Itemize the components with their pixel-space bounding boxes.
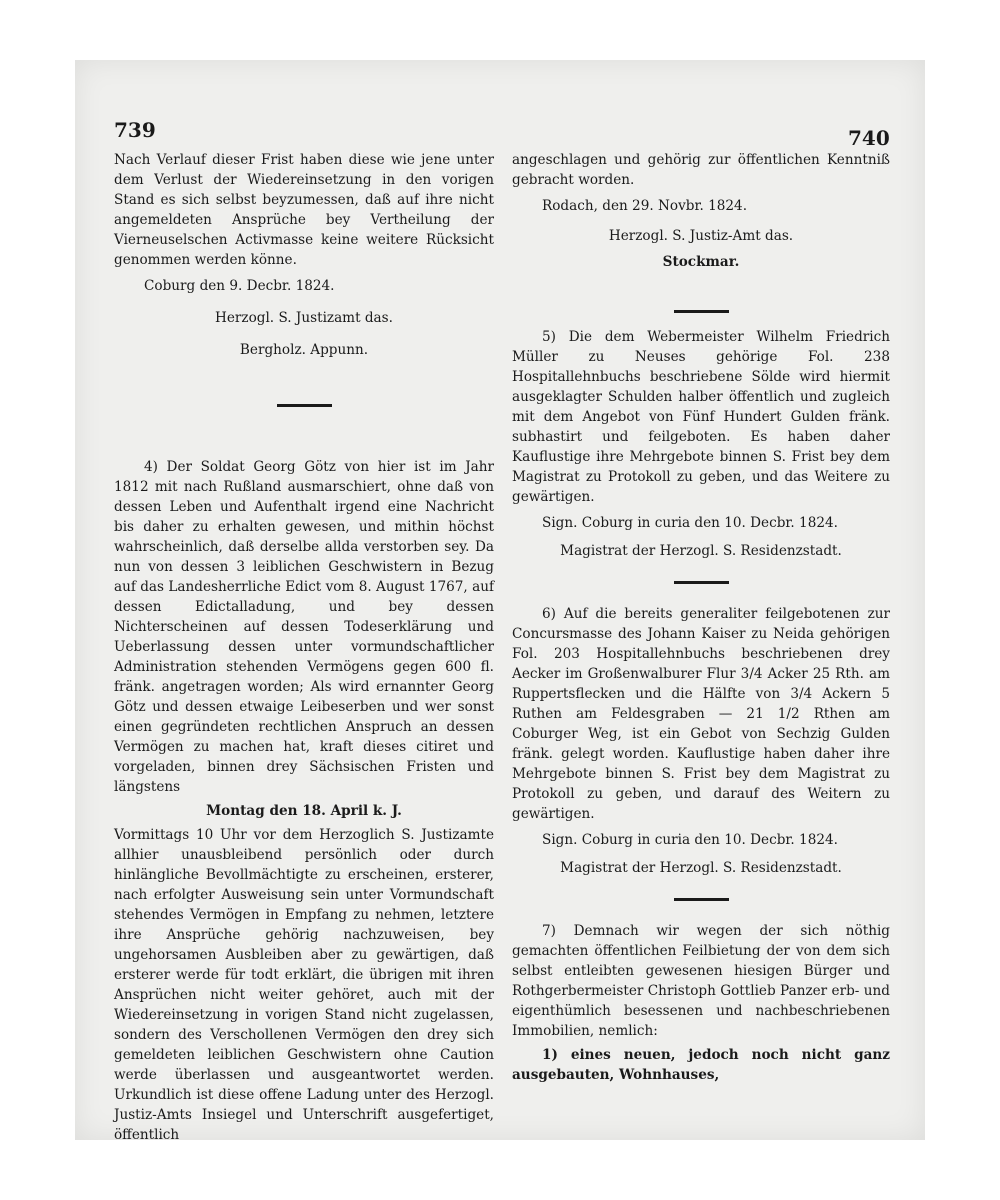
place-date: Coburg den 9. Decbr. 1824.	[144, 278, 335, 294]
signer: Stockmar.	[662, 254, 740, 270]
authority-name: Herzogl. S. Justizamt das.	[215, 310, 393, 326]
authority-name: Herzogl. S. Justiz-Amt das.	[608, 228, 794, 244]
section-divider	[277, 404, 332, 407]
section-divider	[674, 310, 729, 313]
notice-6: 6) Auf die bereits generaliter feilgebotenen zur Concursmasse des Johann Kaiser zu Neida gehörigen Fol. 203 Hospitallehnbuchs beschriebenen drey Aecker im Großenwalburer Flur 3/4 Acker 25 Rth. am Ruppertsflecken und die Hälfte von 3/4 Ackern 5 Ruthen am Feldesgraben — 21 1/2 Rthen am Coburger Weg, ist ein Gebot von Sechzig Gulden fränk. gelegt worden. Kauflustige haben daher ihre Mehrgebote binnen S. Frist bey dem Magistrat zu Protokoll zu geben, und darauf des Weitern zu gewärtigen.	[512, 606, 890, 822]
notice-5: 5) Die dem Webermeister Wilhelm Friedrich Müller zu Neuses gehörige Fol. 238 Hospitallehnbuchs beschriebene Sölde wird hiermit ausgeklagter Schulden halber öffentlich und zugleich mit dem Angebot von Fünf Hundert Gulden fränk. subhastirt und feilgeboten. Es haben daher Kauflustige ihre Mehrgebote binnen S. Frist bey dem Magistrat zu Protokoll zu geben, und das Weitere zu gewärtigen.	[512, 329, 890, 505]
notice-7: 7) Demnach wir wegen der sich nöthig gemachten öffentlichen Feilbietung der von dem sich selbst entleibten gewesenen hiesigen Bürger und Rothgerbermeister Christoph Gottlieb Panzer erb- und eigenthümlich besessenen und nachbeschriebenen Immobilien, nemlich:	[512, 923, 890, 1039]
paragraph-continued: angeschlagen und gehörig zur öffentlichen Kenntniß gebracht worden.	[512, 152, 890, 188]
left-column	[114, 150, 494, 1145]
right-column	[512, 150, 890, 1085]
paragraph: Nach Verlauf dieser Frist haben diese wie jene unter dem Verlust der Wiedereinsetzung in den vorigen Stand es sich selbst beyzumessen, daß auf ihre nicht angemeldeten Ansprüche bey Vertheilung der Vierneuselschen Activmasse keine weitere Rücksicht genommen werden könne.	[114, 152, 494, 268]
page-number-left: 739	[114, 118, 156, 142]
list-item: 1) eines neuen, jedoch noch nicht ganz ausgebauten, Wohnhauses,	[512, 1047, 890, 1083]
page-number-right: 740	[848, 126, 890, 150]
section-divider	[674, 581, 729, 584]
section-divider	[674, 898, 729, 901]
court-date: Montag den 18. April k. J.	[206, 803, 402, 819]
signature-line: Sign. Coburg in curia den 10. Decbr. 1824.	[542, 832, 838, 848]
signature-line: Sign. Coburg in curia den 10. Decbr. 1824.	[542, 515, 838, 531]
authority-name: Magistrat der Herzogl. S. Residenzstadt.	[560, 543, 842, 559]
place-date: Rodach, den 29. Novbr. 1824.	[542, 198, 748, 214]
notice-4-continued: Vormittags 10 Uhr vor dem Herzoglich S. Justizamte allhier unausbleibend persönlich oder durch hinlängliche Bevollmächtigte zu erscheinen, ersterer, nach erfolgter Ausweisung sein unter Vormundschaft stehendes Vermögen in Empfang zu nehmen, letztere ihre Ansprüche gehörig nachzuweisen, bey ungehorsamen Ausbleiben aber zu gewärtigen, daß ersterer werde für todt erklärt, die übrigen mit ihren Ansprüchen nicht weiter gehöret, auch mit der Wiedereinsetzung in vorigen Stand nicht zugelassen, sondern des Verschollenen Vermögen den drey sich gemeldeten leiblichen Geschwistern ohne Caution werde überlassen und ausgeantwortet werden. Urkundlich ist diese offene Ladung unter des Herzogl. Justiz-Amts Insiegel und Unterschrift ausgefertiget, öffentlich	[114, 827, 494, 1143]
signers: Bergholz. Appunn.	[239, 342, 369, 358]
authority-name: Magistrat der Herzogl. S. Residenzstadt.	[560, 860, 842, 876]
notice-4: 4) Der Soldat Georg Götz von hier ist im Jahr 1812 mit nach Rußland ausmarschiert, ohne daß von dessen Leben und Aufenthalt irgend eine Nachricht bis daher zu erhalten gewesen, und mithin höchst wahrscheinlich, daß derselbe allda verstorben sey. Da nun von dessen 3 leiblichen Geschwistern in Bezug auf das Landesherrliche Edict vom 8. August 1767, auf dessen Edictalladung, und bey dessen Nichterscheinen auf dessen Todeserklärung und Ueberlassung dessen unter vormundschaftlicher Administration stehenden Vermögens gegen 600 fl. fränk. angetragen worden; Als wird ernannter Georg Götz und dessen etwaige Leibeserben und wer sonst einen gegründeten rechtlichen Anspruch an dessen Vermögen zu machen hat, kraft dieses citiret und vorgeladen, binnen drey Sächsischen Fristen und längstens	[114, 459, 494, 795]
